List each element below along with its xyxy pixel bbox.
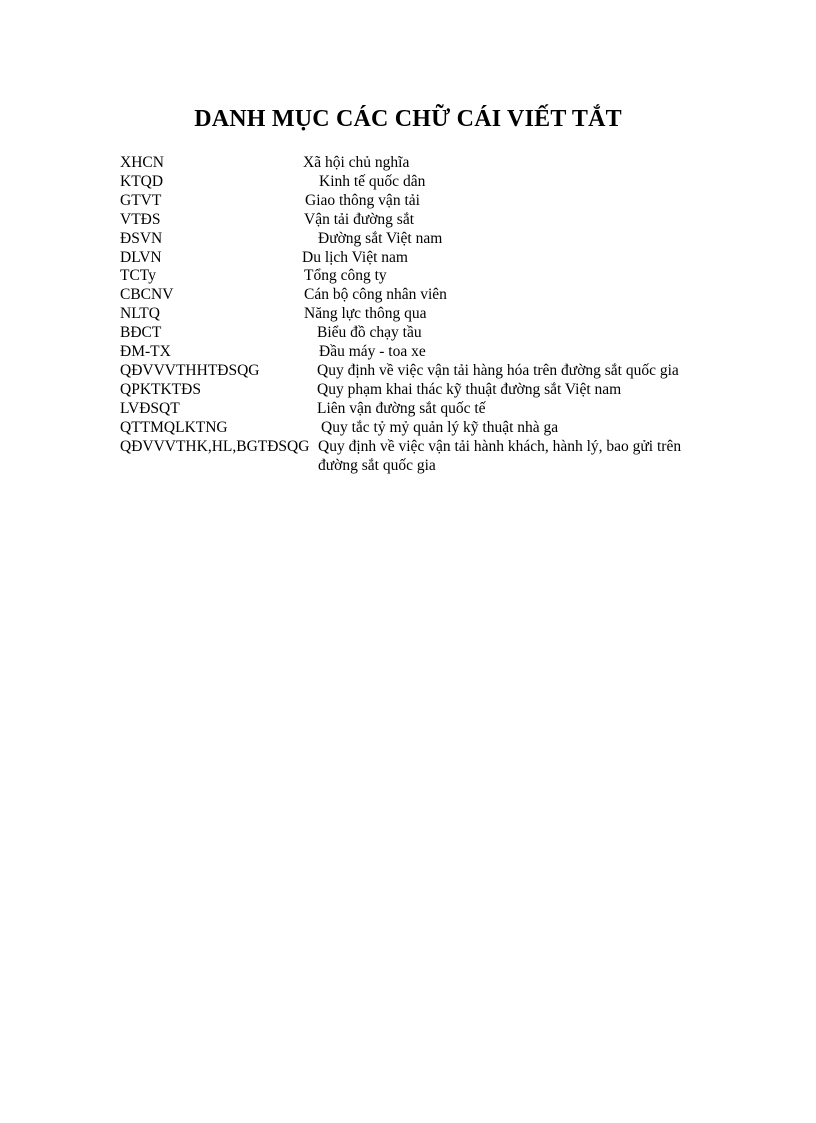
abbreviation-row (120, 173, 720, 192)
page-title: DANH MỤC CÁC CHỮ CÁI VIẾT TẮT (194, 106, 622, 132)
abbreviation-code: LVĐSQT (120, 399, 180, 417)
abbreviation-row (120, 400, 720, 419)
abbreviation-code: QPKTKTĐS (120, 380, 201, 398)
abbreviation-code: QĐVVVTHHTĐSQG (120, 361, 260, 379)
abbreviation-row (120, 286, 720, 305)
abbreviation-code: ĐM-TX (120, 343, 171, 361)
abbreviation-row (120, 192, 720, 211)
abbreviation-row (120, 249, 720, 268)
abbreviation-row (120, 267, 720, 286)
abbreviation-row (120, 305, 720, 324)
abbreviation-meaning: Quy tắc tỷ mỷ quản lý kỹ thuật nhà ga (321, 418, 559, 436)
abbreviation-code: BĐCT (120, 324, 162, 342)
abbreviation-row (120, 381, 720, 400)
abbreviation-meaning: Vận tải đường sắt (304, 210, 415, 228)
abbreviation-meaning: Cán bộ công nhân viên (304, 286, 447, 304)
abbreviation-meaning: Đường sắt Việt nam (318, 229, 443, 247)
abbreviation-row (120, 438, 720, 476)
abbreviation-meaning: Đầu máy - toa xe (319, 343, 426, 361)
abbreviation-row (120, 154, 720, 173)
abbreviation-meaning: Quy định về việc vận tải hành khách, hành lý, bao gửi trên đường sắt quốc gia (318, 437, 682, 474)
abbreviation-code: GTVT (120, 191, 162, 209)
abbreviation-row (120, 419, 720, 438)
abbreviation-row (120, 230, 720, 249)
abbreviation-meaning: Kinh tế quốc dân (319, 172, 426, 190)
abbreviation-meaning: Quy phạm khai thác kỹ thuật đường sắt Việt nam (317, 380, 622, 398)
abbreviation-meaning: Biểu đồ chạy tầu (317, 324, 422, 342)
abbreviation-code: NLTQ (120, 305, 160, 323)
abbreviation-meaning: Tổng công ty (304, 267, 387, 285)
abbreviation-meaning: Du lịch Việt nam (302, 248, 408, 266)
abbreviation-code: TCTy (120, 267, 156, 285)
abbreviation-code: CBCNV (120, 286, 174, 304)
abbreviation-code: QTTMQLKTNG (120, 418, 228, 436)
abbreviation-row (120, 324, 720, 343)
abbreviation-code: QĐVVVTHK,HL,BGTĐSQG (120, 437, 310, 455)
abbreviation-meaning: Năng lực thông qua (304, 305, 427, 323)
abbreviation-meaning: Quy định về việc vận tải hàng hóa trên đường sắt quốc gia (317, 361, 679, 379)
abbreviation-list (120, 154, 720, 475)
abbreviation-code: ĐSVN (120, 229, 163, 247)
abbreviation-row (120, 362, 720, 381)
abbreviation-row (120, 343, 720, 362)
abbreviation-code: KTQD (120, 172, 164, 190)
abbreviation-meaning: Liên vận đường sắt quốc tế (317, 399, 486, 417)
abbreviation-row (120, 211, 720, 230)
abbreviation-code: DLVN (120, 248, 162, 266)
abbreviation-code: VTĐS (120, 210, 161, 228)
abbreviation-code: XHCN (120, 154, 164, 171)
abbreviation-meaning: Xã hội chủ nghĩa (303, 154, 410, 171)
abbreviation-meaning: Giao thông vận tải (305, 191, 420, 209)
